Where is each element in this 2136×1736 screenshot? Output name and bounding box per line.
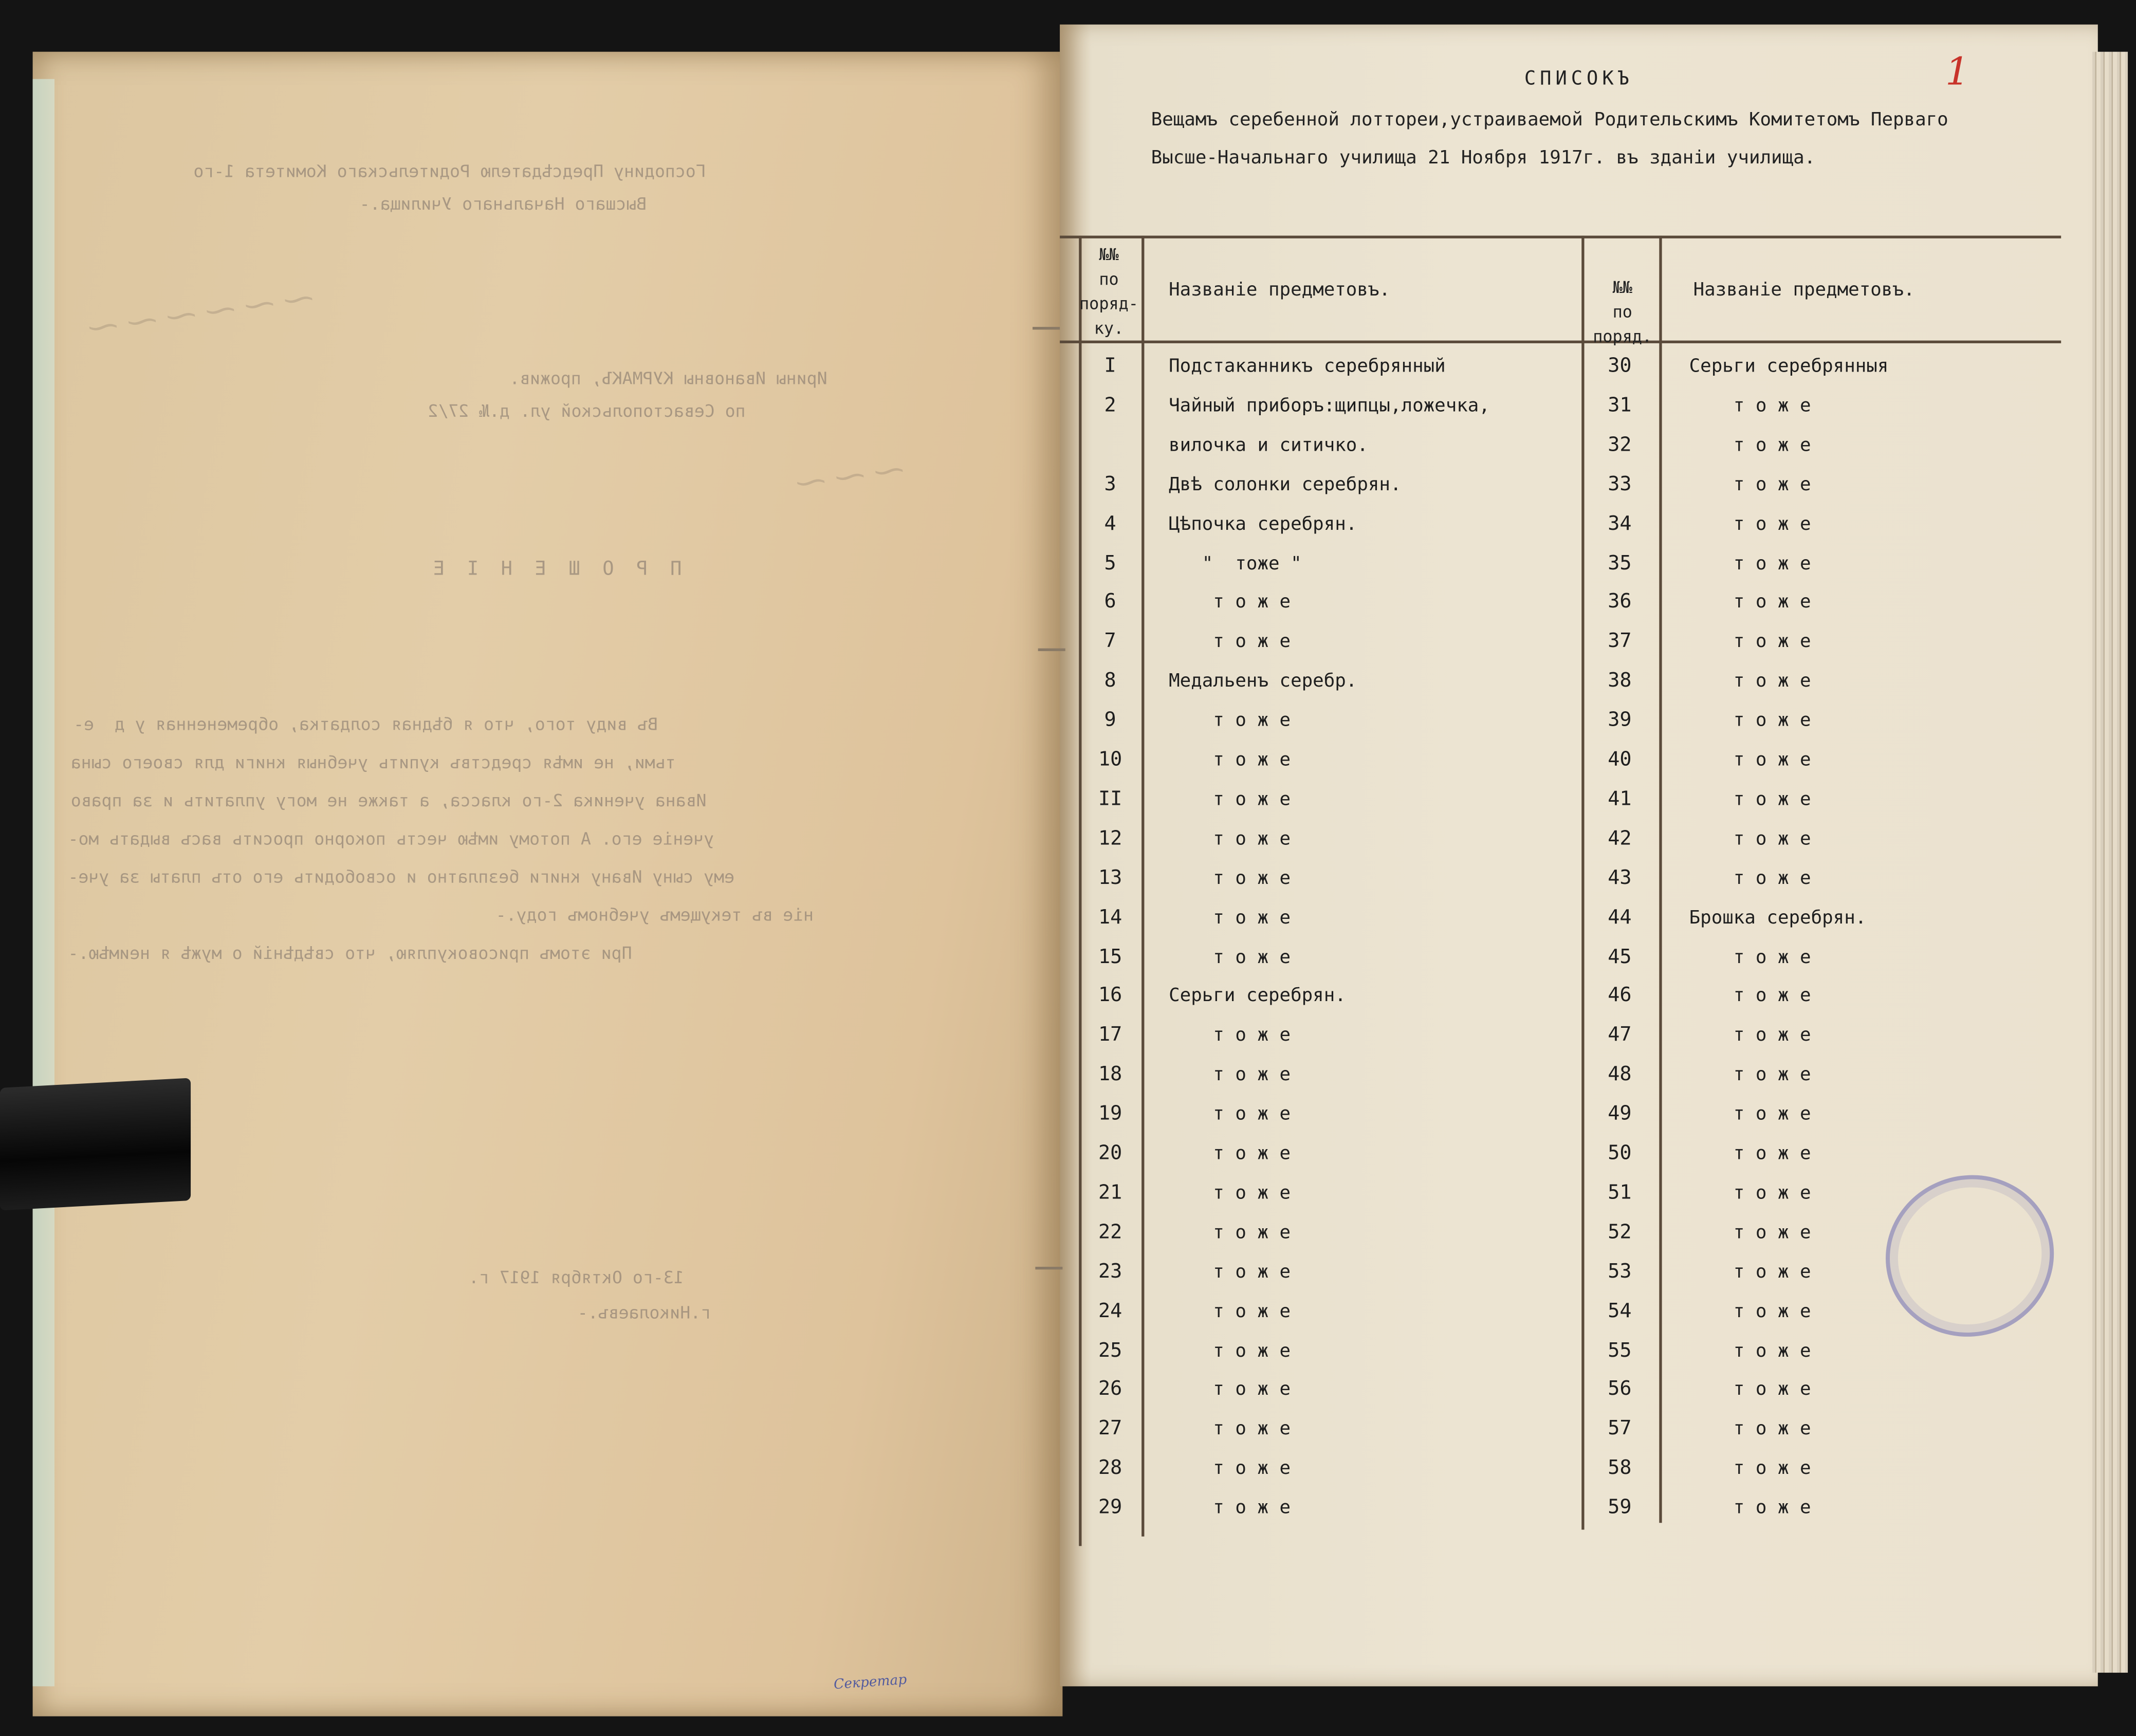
row-number: 52 (1608, 1221, 1632, 1244)
row-number: 7 (1104, 631, 1116, 653)
binding-stitch (1038, 649, 1065, 651)
row-item: т о ж е (1169, 1103, 1291, 1125)
table-col-rule-3 (1659, 236, 1662, 1523)
row-number: 48 (1608, 1064, 1632, 1086)
row-number: 18 (1098, 1064, 1122, 1086)
row-number: I (1104, 355, 1116, 378)
row-number: 31 (1608, 395, 1632, 417)
row-number: 54 (1608, 1300, 1632, 1322)
row-number: 37 (1608, 631, 1632, 653)
row-number: 53 (1608, 1261, 1632, 1283)
row-number: 35 (1608, 552, 1632, 575)
row-item: вилочка и ситичко. (1169, 434, 1368, 456)
row-number: 47 (1608, 1024, 1632, 1047)
row-number: 33 (1608, 473, 1632, 495)
row-item: т о ж е (1689, 1379, 1811, 1401)
row-item: т о ж е (1689, 1497, 1811, 1519)
mirrored-body-3: Ивана ученика 2-го класса, а также не могу уплатить и за право (70, 790, 707, 811)
mirrored-date: 13-го Октября 1917 г. (468, 1266, 684, 1287)
mirrored-body-7: При этомъ присовокупляю, что свѣдѣній о мужѣ я неимѣю.- (68, 943, 632, 963)
row-number: 32 (1608, 434, 1632, 456)
table-col-rule-2 (1581, 236, 1584, 1530)
row-item: т о ж е (1689, 1064, 1811, 1086)
row-item: т о ж е (1689, 395, 1811, 417)
row-number: 23 (1098, 1261, 1122, 1283)
row-number: 10 (1098, 749, 1122, 771)
row-item: т о ж е (1689, 788, 1811, 810)
row-number: 3 (1104, 473, 1116, 495)
row-number: 29 (1098, 1497, 1122, 1519)
reverse-page (33, 52, 1063, 1716)
row-number: 56 (1608, 1379, 1632, 1401)
row-item: т о ж е (1169, 867, 1291, 889)
row-number: 14 (1098, 907, 1122, 929)
row-item: т о ж е (1169, 907, 1291, 929)
pencil-note: Секретар (833, 1673, 908, 1693)
row-number: 51 (1608, 1182, 1632, 1204)
list-subtitle-line2: Высше-Начальнаго училища 21 Ноября 1917г. въ зданіи училища. (1151, 147, 1816, 169)
col-no-header-left: №№ по поряд- ку. (1079, 245, 1138, 338)
row-item: т о ж е (1689, 592, 1811, 614)
row-item: Медальенъ серебр. (1169, 670, 1357, 692)
row-number: 24 (1098, 1300, 1122, 1322)
row-item: Цѣпочка серебрян. (1169, 513, 1357, 535)
list-page (1060, 25, 2098, 1687)
row-number: 13 (1098, 867, 1122, 889)
ink-stamp (1865, 1153, 2075, 1358)
row-number: 45 (1608, 946, 1632, 968)
row-item: т о ж е (1169, 1497, 1291, 1519)
row-item: т о ж е (1169, 788, 1291, 810)
row-number: 57 (1608, 1418, 1632, 1440)
row-item: т о ж е (1169, 1261, 1291, 1283)
mirrored-sender-line2: по Севастопольской ул. д.№ 27/2 (428, 400, 746, 421)
mirrored-heading: П Р О Ш Е Н І Е (428, 558, 682, 581)
row-item: т о ж е (1689, 552, 1811, 575)
row-item: Серьги серебрянныя (1689, 355, 1889, 378)
row-item: т о ж е (1689, 1142, 1811, 1165)
col-no-header-right: №№ по поряд. (1593, 278, 1652, 346)
col-name-header-right: Названіе предметовъ. (1693, 279, 1915, 301)
mirrored-handwriting: ⁓ ⁓ ⁓ ⁓ ⁓ ⁓ (86, 281, 316, 347)
row-item: т о ж е (1689, 670, 1811, 692)
row-item: т о ж е (1169, 1142, 1291, 1165)
row-number: 46 (1608, 985, 1632, 1007)
row-item: Чайный приборъ:щипцы,ложечка, (1169, 395, 1490, 417)
binding-tab (0, 1078, 191, 1210)
row-item: т о ж е (1689, 1024, 1811, 1047)
mirrored-addressee-line1: Господину Предсѣдателю Родительскаго Комитета 1-го (193, 160, 706, 181)
row-number: 15 (1098, 946, 1122, 968)
row-item: Подстаканникъ серебрянный (1169, 355, 1446, 378)
row-number: 39 (1608, 710, 1632, 732)
mirrored-body-4: ученіе его. А потому имѣю честь покорно просить васъ выдать мо- (68, 828, 714, 849)
mirrored-body-1: Въ виду того, что я бѣдная солдатка, обремененная у д е- (73, 713, 658, 734)
row-item: т о ж е (1169, 1379, 1291, 1401)
mirrored-addressee-line2: Высшаго Начальнаго Училища.- (359, 193, 647, 214)
mirrored-sender-line1: Ирины Ивановны КУРМАКЪ, прожив. (509, 367, 827, 389)
row-number: 12 (1098, 827, 1122, 850)
row-number: II (1098, 788, 1122, 810)
binding-stitch (1035, 1267, 1062, 1269)
row-number: 42 (1608, 827, 1632, 850)
row-item: т о ж е (1169, 1064, 1291, 1086)
row-number: 20 (1098, 1142, 1122, 1165)
row-number: 6 (1104, 592, 1116, 614)
col-name-header-left: Названіе предметовъ. (1169, 279, 1391, 301)
row-item: Брошка серебрян. (1689, 907, 1867, 929)
row-item: т о ж е (1689, 946, 1811, 968)
row-item: т о ж е (1689, 1261, 1811, 1283)
row-item: т о ж е (1689, 749, 1811, 771)
row-item: т о ж е (1689, 1103, 1811, 1125)
row-item: т о ж е (1689, 513, 1811, 535)
row-item: т о ж е (1689, 473, 1811, 495)
row-item: т о ж е (1169, 1300, 1291, 1322)
row-number: 22 (1098, 1221, 1122, 1244)
row-number: 26 (1098, 1379, 1122, 1401)
row-number: 41 (1608, 788, 1632, 810)
row-number: 27 (1098, 1418, 1122, 1440)
page-edge (33, 79, 54, 1687)
row-item: т о ж е (1169, 631, 1291, 653)
row-number: 19 (1098, 1103, 1122, 1125)
row-item: т о ж е (1169, 946, 1291, 968)
row-item: т о ж е (1689, 1339, 1811, 1362)
row-item: т о ж е (1169, 1024, 1291, 1047)
row-number: 25 (1098, 1339, 1122, 1362)
row-number: 49 (1608, 1103, 1632, 1125)
table-col-rule-1 (1141, 236, 1144, 1537)
row-number: 55 (1608, 1339, 1632, 1362)
row-item: т о ж е (1169, 1221, 1291, 1244)
row-item: т о ж е (1689, 867, 1811, 889)
row-item: т о ж е (1689, 1221, 1811, 1244)
mirrored-body-5: ему сыну Ивану книги безплатно и освободить его отъ платы за уче- (68, 866, 735, 887)
row-item: т о ж е (1169, 1339, 1291, 1362)
row-item: т о ж е (1689, 710, 1811, 732)
row-item: т о ж е (1169, 592, 1291, 614)
row-item: т о ж е (1169, 827, 1291, 850)
row-number: 16 (1098, 985, 1122, 1007)
row-number: 28 (1098, 1457, 1122, 1480)
row-item: Двѣ солонки серебрян. (1169, 473, 1402, 495)
row-item: Серьги серебрян. (1169, 985, 1346, 1007)
binding-stitch (1033, 327, 1060, 329)
page-stack-edge (2092, 52, 2128, 1673)
row-number: 30 (1608, 355, 1632, 378)
mirrored-body-6: ніе въ текущемъ учебномъ году.- (495, 904, 814, 925)
row-number: 34 (1608, 513, 1632, 535)
row-number: 50 (1608, 1142, 1632, 1165)
table-header-rule (1060, 341, 2061, 343)
row-number: 2 (1104, 395, 1116, 417)
row-number: 8 (1104, 670, 1116, 692)
row-number: 9 (1104, 710, 1116, 732)
mirrored-handwriting-2: ⁓ ⁓ ⁓ (794, 453, 907, 502)
mirrored-body-2: тьми, не имѣя средствъ купить учебныя книги для своего сына (70, 752, 676, 772)
row-item: т о ж е (1169, 1418, 1291, 1440)
row-item: т о ж е (1689, 827, 1811, 850)
list-title: СПИСОКЪ (1524, 68, 1633, 90)
row-number: 17 (1098, 1024, 1122, 1047)
row-item: т о ж е (1689, 1457, 1811, 1480)
row-number: 38 (1608, 670, 1632, 692)
row-number: 43 (1608, 867, 1632, 889)
row-item: т о ж е (1169, 1457, 1291, 1480)
row-item: " тоже " (1169, 552, 1302, 575)
row-item: т о ж е (1169, 1182, 1291, 1204)
row-number: 4 (1104, 513, 1116, 535)
row-number: 59 (1608, 1497, 1632, 1519)
row-item: т о ж е (1689, 434, 1811, 456)
row-item: т о ж е (1689, 1300, 1811, 1322)
row-number: 21 (1098, 1182, 1122, 1204)
list-subtitle-line1: Вещамъ серебенной лоттореи,устраиваемой Родительскимъ Комитетомъ Перваго (1151, 109, 1948, 131)
row-number: 58 (1608, 1457, 1632, 1480)
row-item: т о ж е (1169, 749, 1291, 771)
row-number: 44 (1608, 907, 1632, 929)
row-item: т о ж е (1689, 631, 1811, 653)
mirrored-city: г.Николаевъ.- (577, 1302, 711, 1323)
row-item: т о ж е (1689, 985, 1811, 1007)
row-item: т о ж е (1169, 710, 1291, 732)
table-top-rule (1060, 236, 2061, 238)
row-number: 40 (1608, 749, 1632, 771)
sheet-number-mark: 1 (1945, 49, 1970, 94)
row-item: т о ж е (1689, 1182, 1811, 1204)
row-number: 5 (1104, 552, 1116, 575)
row-number: 36 (1608, 592, 1632, 614)
row-item: т о ж е (1689, 1418, 1811, 1440)
